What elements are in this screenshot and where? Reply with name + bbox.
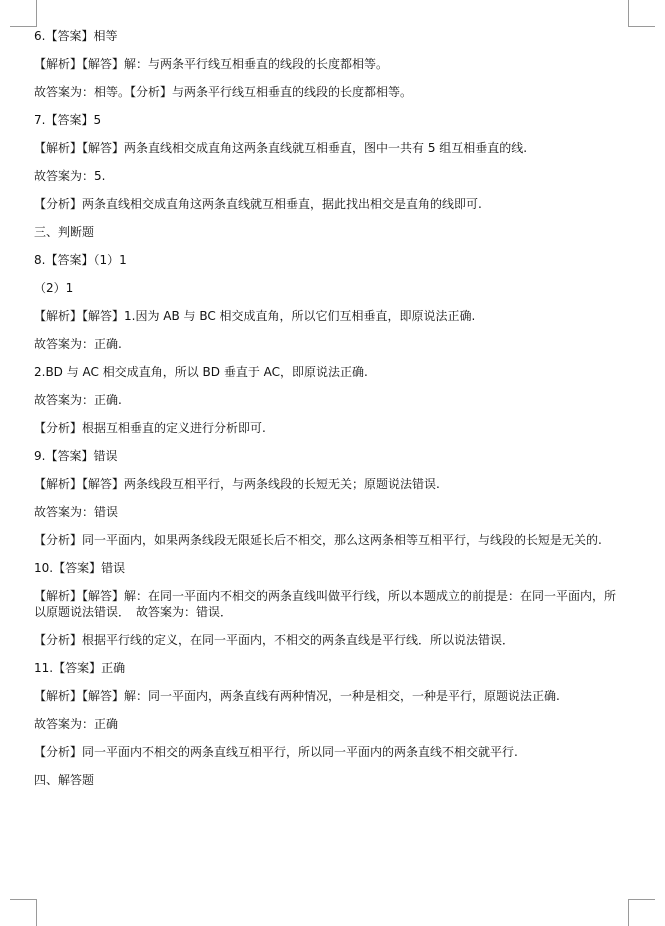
- answer-8-result-1: 故答案为：正确.: [34, 337, 122, 351]
- section-heading-judgment: 三、判断题: [34, 225, 95, 239]
- answer-7-analysis: 【分析】两条直线相交成直角这两条直线就互相垂直，据此找出相交是直角的线即可.: [34, 197, 482, 211]
- answer-9-analysis: 【分析】同一平面内，如果两条线段无限延长后不相交，那么这两条相等互相平行，与线段的长短是无关的.: [34, 533, 602, 547]
- answer-8-result-2: 故答案为：正确.: [34, 393, 122, 407]
- answer-10-heading: 10.【答案】错误: [34, 561, 126, 575]
- answer-8-explanation-1: 【解析】【解答】1.因为 AB 与 BC 相交成直角，所以它们互相垂直，即原说法正确.: [34, 309, 476, 323]
- answer-11-explanation: 【解析】【解答】解：同一平面内，两条直线有两种情况，一种是相交，一种是平行，原题说法正确.: [34, 689, 560, 703]
- answer-9-explanation: 【解析】【解答】两条线段互相平行，与两条线段的长短无关；原题说法错误.: [34, 477, 440, 491]
- corner-mark-bottom-right: [628, 899, 655, 926]
- answer-6-heading: 6.【答案】相等: [34, 29, 118, 43]
- answer-6-explanation: 【解析】【解答】解：与两条平行线互相垂直的线段的长度都相等。: [34, 57, 389, 71]
- answer-8-explanation-2: 2.BD 与 AC 相交成直角，所以 BD 垂直于 AC，即原说法正确.: [34, 365, 368, 379]
- document-body: [34, 28, 624, 800]
- answer-8-heading: 8.【答案】（1）1: [34, 253, 127, 267]
- answer-9-heading: 9.【答案】错误: [34, 449, 118, 463]
- answer-6-result: 故答案为：相等。【分析】与两条平行线互相垂直的线段的长度都相等。: [34, 85, 413, 99]
- corner-mark-top-right: [628, 0, 655, 27]
- answer-7-explanation: 【解析】【解答】两条直线相交成直角这两条直线就互相垂直，图中一共有 5 组互相垂直的线.: [34, 141, 528, 155]
- answer-11-analysis: 【分析】同一平面内不相交的两条直线互相平行，所以同一平面内的两条直线不相交就平行.: [34, 745, 518, 759]
- section-heading-solutions: 四、解答题: [34, 773, 95, 787]
- answer-10-analysis: 【分析】根据平行线的定义，在同一平面内，不相交的两条直线是平行线．所以说法错误．: [34, 633, 515, 647]
- answer-7-heading: 7.【答案】5: [34, 113, 102, 127]
- corner-mark-bottom-left: [10, 899, 37, 926]
- answer-11-heading: 11.【答案】正确: [34, 661, 126, 675]
- answer-7-result: 故答案为：5.: [34, 169, 106, 183]
- answer-8-analysis: 【分析】根据互相垂直的定义进行分析即可.: [34, 421, 266, 435]
- answer-11-result: 故答案为：正确: [34, 717, 119, 731]
- corner-mark-top-left: [10, 0, 37, 27]
- answer-9-result: 故答案为：错误: [34, 505, 119, 519]
- answer-10-explanation: 【解析】【解答】解：在同一平面内不相交的两条直线叫做平行线，所以本题成立的前提是：在同一平面内，所以原题说法错误． 故答案为：错误．: [34, 589, 617, 619]
- answer-8-part-2: （2）1: [34, 281, 74, 295]
